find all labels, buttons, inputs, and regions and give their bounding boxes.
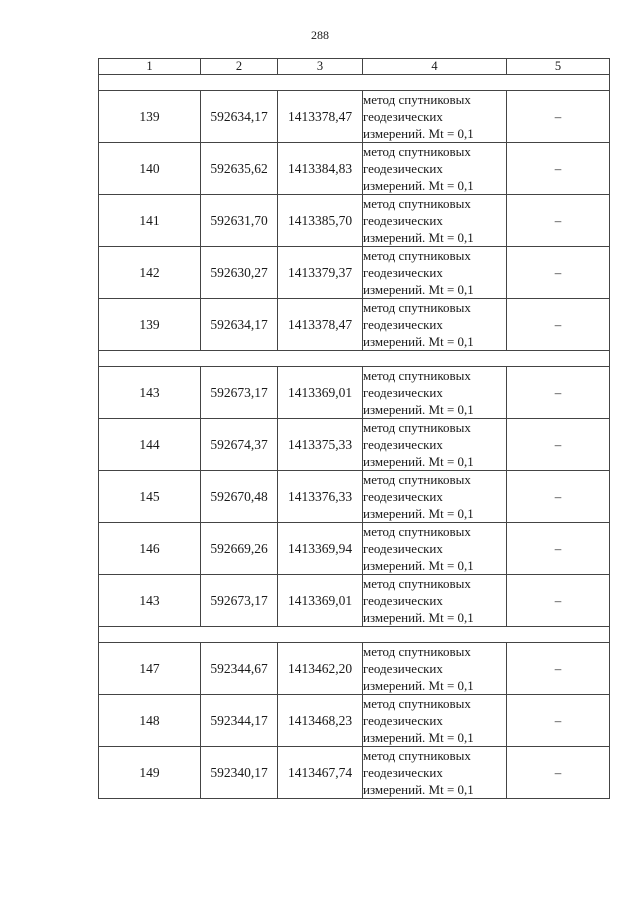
- method-cell: [363, 695, 507, 747]
- point-number-cell: 139: [99, 91, 201, 143]
- table-row: [99, 695, 610, 747]
- coordinates-table: [98, 58, 610, 799]
- point-number-cell: 143: [99, 575, 201, 627]
- group-separator-cell: [99, 627, 610, 643]
- y-coordinate-cell: 1413378,47: [278, 299, 363, 351]
- x-coordinate-cell: 592670,48: [201, 471, 278, 523]
- y-coordinate-cell: 1413468,23: [278, 695, 363, 747]
- method-line: геодезических: [363, 109, 443, 124]
- method-line: геодезических: [363, 765, 443, 780]
- method-line: измерений. Mt = 0,1: [363, 126, 474, 141]
- method-line: измерений. Mt = 0,1: [363, 178, 474, 193]
- point-number-cell: 140: [99, 143, 201, 195]
- method-cell: [363, 747, 507, 799]
- group-separator-cell: [99, 351, 610, 367]
- note-cell: –: [507, 91, 610, 143]
- method-cell: [363, 143, 507, 195]
- method-line: измерений. Mt = 0,1: [363, 782, 474, 797]
- method-line: метод спутниковых: [363, 300, 471, 315]
- note-cell: –: [507, 695, 610, 747]
- page-number: 288: [311, 28, 329, 42]
- method-cell: [363, 643, 507, 695]
- y-coordinate-cell: 1413369,01: [278, 367, 363, 419]
- table-row: [99, 747, 610, 799]
- method-cell: [363, 367, 507, 419]
- method-line: метод спутниковых: [363, 420, 471, 435]
- method-line: измерений. Mt = 0,1: [363, 402, 474, 417]
- x-coordinate-cell: 592631,70: [201, 195, 278, 247]
- method-cell: [363, 575, 507, 627]
- y-coordinate-cell: 1413384,83: [278, 143, 363, 195]
- x-coordinate-cell: 592340,17: [201, 747, 278, 799]
- method-line: метод спутниковых: [363, 368, 471, 383]
- y-coordinate-cell: 1413462,20: [278, 643, 363, 695]
- note-cell: –: [507, 299, 610, 351]
- method-line: измерений. Mt = 0,1: [363, 610, 474, 625]
- method-line: метод спутниковых: [363, 524, 471, 539]
- method-line: геодезических: [363, 161, 443, 176]
- table-row: [99, 523, 610, 575]
- method-line: измерений. Mt = 0,1: [363, 558, 474, 573]
- header-col-4: 4: [363, 59, 507, 75]
- method-line: геодезических: [363, 265, 443, 280]
- method-line: метод спутниковых: [363, 576, 471, 591]
- group-separator-row: [99, 75, 610, 91]
- x-coordinate-cell: 592673,17: [201, 367, 278, 419]
- method-line: метод спутниковых: [363, 248, 471, 263]
- method-cell: [363, 299, 507, 351]
- point-number-cell: 146: [99, 523, 201, 575]
- method-line: измерений. Mt = 0,1: [363, 334, 474, 349]
- note-cell: –: [507, 195, 610, 247]
- method-line: геодезических: [363, 385, 443, 400]
- header-col-5: 5: [507, 59, 610, 75]
- point-number-cell: 147: [99, 643, 201, 695]
- method-line: измерений. Mt = 0,1: [363, 730, 474, 745]
- method-line: метод спутниковых: [363, 696, 471, 711]
- point-number-cell: 142: [99, 247, 201, 299]
- note-cell: –: [507, 643, 610, 695]
- method-line: измерений. Mt = 0,1: [363, 282, 474, 297]
- method-cell: [363, 91, 507, 143]
- x-coordinate-cell: 592634,17: [201, 91, 278, 143]
- y-coordinate-cell: 1413378,47: [278, 91, 363, 143]
- method-line: измерений. Mt = 0,1: [363, 230, 474, 245]
- table-row: [99, 247, 610, 299]
- x-coordinate-cell: 592635,62: [201, 143, 278, 195]
- table-row: [99, 575, 610, 627]
- header-col-1: 1: [99, 59, 201, 75]
- method-line: геодезических: [363, 489, 443, 504]
- method-line: геодезических: [363, 661, 443, 676]
- method-line: геодезических: [363, 713, 443, 728]
- group-separator-cell: [99, 75, 610, 91]
- method-cell: [363, 471, 507, 523]
- y-coordinate-cell: 1413467,74: [278, 747, 363, 799]
- point-number-cell: 145: [99, 471, 201, 523]
- note-cell: –: [507, 523, 610, 575]
- method-cell: [363, 419, 507, 471]
- note-cell: –: [507, 247, 610, 299]
- method-line: геодезических: [363, 593, 443, 608]
- table-row: [99, 419, 610, 471]
- x-coordinate-cell: 592344,17: [201, 695, 278, 747]
- y-coordinate-cell: 1413385,70: [278, 195, 363, 247]
- method-line: геодезических: [363, 437, 443, 452]
- y-coordinate-cell: 1413379,37: [278, 247, 363, 299]
- y-coordinate-cell: 1413369,94: [278, 523, 363, 575]
- table-row: [99, 643, 610, 695]
- x-coordinate-cell: 592634,17: [201, 299, 278, 351]
- group-separator-row: [99, 627, 610, 643]
- x-coordinate-cell: 592630,27: [201, 247, 278, 299]
- method-line: метод спутниковых: [363, 92, 471, 107]
- header-row: [99, 59, 610, 75]
- method-line: метод спутниковых: [363, 644, 471, 659]
- x-coordinate-cell: 592674,37: [201, 419, 278, 471]
- note-cell: –: [507, 747, 610, 799]
- method-line: метод спутниковых: [363, 472, 471, 487]
- method-line: геодезических: [363, 541, 443, 556]
- point-number-cell: 143: [99, 367, 201, 419]
- table-row: [99, 143, 610, 195]
- point-number-cell: 139: [99, 299, 201, 351]
- group-separator-row: [99, 351, 610, 367]
- table-row: [99, 367, 610, 419]
- y-coordinate-cell: 1413369,01: [278, 575, 363, 627]
- y-coordinate-cell: 1413376,33: [278, 471, 363, 523]
- x-coordinate-cell: 592669,26: [201, 523, 278, 575]
- table-body: [99, 75, 610, 799]
- method-cell: [363, 523, 507, 575]
- table-row: [99, 299, 610, 351]
- y-coordinate-cell: 1413375,33: [278, 419, 363, 471]
- point-number-cell: 144: [99, 419, 201, 471]
- method-line: измерений. Mt = 0,1: [363, 506, 474, 521]
- table-row: [99, 91, 610, 143]
- note-cell: –: [507, 575, 610, 627]
- method-line: метод спутниковых: [363, 144, 471, 159]
- table-row: [99, 471, 610, 523]
- point-number-cell: 148: [99, 695, 201, 747]
- note-cell: –: [507, 419, 610, 471]
- x-coordinate-cell: 592344,67: [201, 643, 278, 695]
- point-number-cell: 149: [99, 747, 201, 799]
- header-col-3: 3: [278, 59, 363, 75]
- note-cell: –: [507, 367, 610, 419]
- x-coordinate-cell: 592673,17: [201, 575, 278, 627]
- method-line: измерений. Mt = 0,1: [363, 454, 474, 469]
- method-cell: [363, 195, 507, 247]
- method-line: геодезических: [363, 317, 443, 332]
- method-cell: [363, 247, 507, 299]
- method-line: измерений. Mt = 0,1: [363, 678, 474, 693]
- method-line: метод спутниковых: [363, 196, 471, 211]
- point-number-cell: 141: [99, 195, 201, 247]
- method-line: метод спутниковых: [363, 748, 471, 763]
- method-line: геодезических: [363, 213, 443, 228]
- note-cell: –: [507, 143, 610, 195]
- table-row: [99, 195, 610, 247]
- header-col-2: 2: [201, 59, 278, 75]
- note-cell: –: [507, 471, 610, 523]
